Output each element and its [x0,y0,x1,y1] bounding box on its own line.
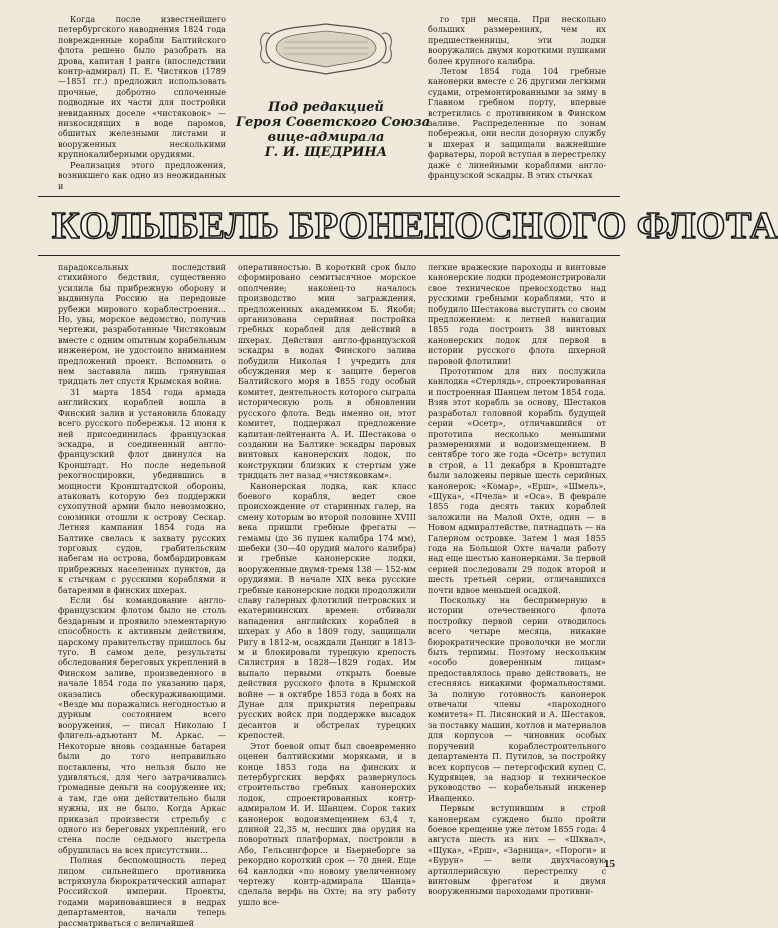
editor-line: Г. И. ЩЕДРИНА [264,145,388,160]
paragraph: Этот боевой опыт был своевременно оценен балтийскими моряками, и в конце 1853 года на финских и петербургских верфях развернулось строительство гребных канонерских лодок, спроектированных контр-адмиралом И. И. Шанцем. Сорок таких канонерок водоизмещением 63,4 т, длиной 22,35 м, несших два орудия на поворотных платформах, построили в Або, Гельсингфорсе и Бьернеборге за рекордно короткий срок — 70 дней. Еще 64 канлодки «по новому увеличенному чертежу контр-адмирала Шанца» сделала верфь на Охте; на эту работу ушло все- [238,740,416,907]
paragraph: оперативностью. В короткий срок было сформировано семитысячное морское ополчение; наконец-то началось производство мин заграждения, предложенных академиком Б. Якоби; организована серийная постройка гребных кораблей для действий в шхерах. Действия англо-французской эскадры в водах Финского залива побудили Николая I учредить для обсуждения мер к защите берегов Балтийского моря в 1855 году особый комитет, деятельность которого сыграла историческую роль в обновлении русского флота. Ведь именно он, этот комитет, поддержал предложение капитан-лейтенанта А. И. Шестакова о создании на Балтике эскадры паровых винтовых канонерских лодок, по конструкции близких к стертым уже тридцать лет назад «чистяковкам». [238,262,416,481]
paragraph: легкие вражеские пароходы и винтовые канонерские лодки продемонстрировали свое техническое превосходство над русскими гребными кораблями, что и побудило Шестакова выступить со своим предложением: к летней навигации 1855 года построить 38 винтовых канонерских лодок для первой в истории русского флота шхерной паровой флотилии! [428,262,606,366]
paragraph: Полная беспомощность перед лицом сильнейшего противника встряхнула бюрократический аппарат Российской империи. Проекты, годами мариновавшиеся в недрах департаментов, начали теперь рассматриваться с величайшей [58,855,226,928]
editor-line: Героя Советского Союза [236,115,431,130]
paragraph: Первым вступившим в строй канонеркам суждено было пройти боевое крещение уже летом 1855 года: 4 августа шесть из них — «Шквал», «Щука», «Ерш», «Зарница», «Пороги» и «Бурун» — вели двухчасовую артиллерийскую перестрелку с винтовым фрегатом и двумя вооруженными пароходами противни- [428,803,606,897]
article-title: КОЛЫБЕЛЬ БРОНЕНОСНОГО ФЛОТА [52,205,778,247]
text-column-3 [428,262,606,897]
paragraph: Канонерская лодка, как класс боевого корабля, ведет свое происхождение от старинных галер, на смену которым во второй половине XVIII века пришли гребные фрегаты — гемамы (до 36 пушек калибра 174 мм), шебеки (30—40 орудий малого калибра) и гребные канонерские лодки, вооруженные двумя-тремя 138 — 152-мм орудиями. В начале XIX века русские гребные канонерские лодки продолжили славу галерных флотилий петровских и екатерининских времен: отбивали нападения английских кораблей в шхерах у Або в 1809 году, защищали Ригу в 1812-м, осаждали Данциг в 1813-м и блокировали турецкую крепость Силистрия в 1828—1829 годах. Им выпало первыми открыть боевые действия русского флота в Крымской войне — в октябре 1853 года в боях на Дунае для прикрытия переправы русских войск при поддержке высадок десантов и обстрелах турецких крепостей. [238,480,416,741]
text-column-1 [58,262,226,928]
editor-line: вице-адмирала [267,130,385,145]
editor-credit [236,100,431,160]
paragraph: го трн месяца. При нескольно больших размерениях, чем их предшественницы, эти лодки вооружались двумя короткими пушками более крупного калибра. [428,14,606,66]
page-number: 15 [604,858,615,870]
editor-line: Под редакцией [268,100,384,115]
paragraph: Если бы командование англо-французским флотом было не столь бездарным и проявило элементарную способность к активным действиям, царскому правительству пришлось бы туго. В самом деле, результаты обследования береговых укреплений в Финском заливе, произведенного в начале 1854 года по указанию царя, оказались обескураживающими. «Везде мы поражались негодностью и дурным состоянием всего вооружения, — писал Николаю I флигель-адъютант М. Аркас. — Некоторые вновь созданные батареи были до того неправильно поставлены, что нельзя было не удивляться, для чего затрачивались громадные деньги на сооружение их; а там, где они действительно были нужны, их не было. Когда Аркас приказал произвести стрельбу с одного из береговых укреплений, его стена после седьмого выстрела обрушилась на всех присутствии... [58,595,226,855]
paragraph: Поскольку на беспримерную в истории отечественного флота постройку первой серии отводилось всего четыре месяца, никакие бюрократические проволочки не могли быть терпимы. Поэтому нескольким «особо доверенным лицам» предоставлялось право действовать, не стесняясь никакими формальностями. За полную готовность канонерок отвечали члены «пароходного комитета» П. Лисянский и А. Шестаков, за поставку машин, котлов и материалов для корпусов — чиновник особых поручений кораблестроительного департамента П. Путилов, за постройку всех корпусов — петергофский купец С. Кудрявцев, за надзор и техническое руководство — корабельный инженер Иващенко. [428,595,606,803]
text-column-2 [238,262,416,907]
article-intro-right [428,14,606,190]
paragraph: 31 марта 1854 года армада английских кораблей вошла в Финский залив и установила блокаду всего русского побережья. 12 июня к ней присоединилась французская эскадра, и соединенный англо-французский флот двинулся на Кронштадт. Но после недельной рекогносцировки, убедившись в мощности Кронштадтской обороны, атаковать которую без поддержки сухопутной армии было невозможно, союзники отошли к острову Сескар. Летняя кампания 1854 года на Балтике свелась к захвату русских торговых судов, грабительским набегам на острова, бомбардировкам прибрежных населенных пунктов, да к стычкам с русскими кораблями и батареями в финских шхерах. [58,386,226,595]
paragraph: Когда после известнейшего петербургского наводнения 1824 года поврежденные корабли Балтийского флота решено было разобрать на дрова, капитан I ранга (впоследствии контр-адмирал) П. Е. Чистяков (1789—1851 гг.) предложил использовать прочные, добротно сплоченные подводные их части для постройки невиданных доселе «чистяковок» — низкосидящих в воде паромов, обшитых железными листами и вооруженных несколькими крупнокалиберными орудиями. [58,14,226,160]
ornamental-cartouche-icon [258,18,394,80]
paragraph: Прототипом для них послужила канлодка «Стерлядь», спроектированная и построенная Шанцем летом 1854 года. Взяв этот корабль за основу, Шестаков разработал головной корабль будущей серии «Осетр», отличавшийся от прототипа несколько меньшими размерениями и водоизмещением. В сентябре того же года «Осетр» вступил в строй, а 11 декабря в Кронштадте были заложены первые шесть серийных канонерок: «Комар», «Ерш», «Шмель», «Щука», «Пчела» и «Оса». В феврале 1855 года десять таких кораблей заложили на Малой Охте, один — в Новом адмиралтействе, пятнадцать — на Галерном островке. Затем 1 мая 1855 года на Большой Охте начали работу над еще шестью канонерками. За первой серией последовали 29 лодок второй и шесть третьей серии, отличавшихся почти вдвое меньшей осадкой. [428,366,606,595]
paragraph: парадоксальных последствий стихийного бедствия, существенно усилила бы прибрежную оборону и выдвинула Россию на передовые рубежи мирового кораблестроения... Но, увы, морское ведомство, получив чертежи, разработанные Чистяковым вместе с одним опытным корабельным инженером, не удостоило вниманием предложений проект. Вспомнить о нем заставила лишь грянувшая тридцать лет спустя Крымская война. [58,262,226,387]
paragraph: Летом 1854 года 104 гребные канонерки вместе с 26 другими легкими судами, отремонтированными за зиму в Главном гребном порту, впервые встретились с противником в Финском заливе. Распределенные по зонам побережья, они несли дозорную службу в шхерах и защищали важнейшие фарватеры, порой вступая в перестрелку даже с линейными кораблями англо-французской эскадры. В этих стычках [428,66,606,181]
article-intro-left [58,14,226,214]
paragraph: Реализация этого предложения, возникшего как одно из неожиданных и [58,159,226,191]
